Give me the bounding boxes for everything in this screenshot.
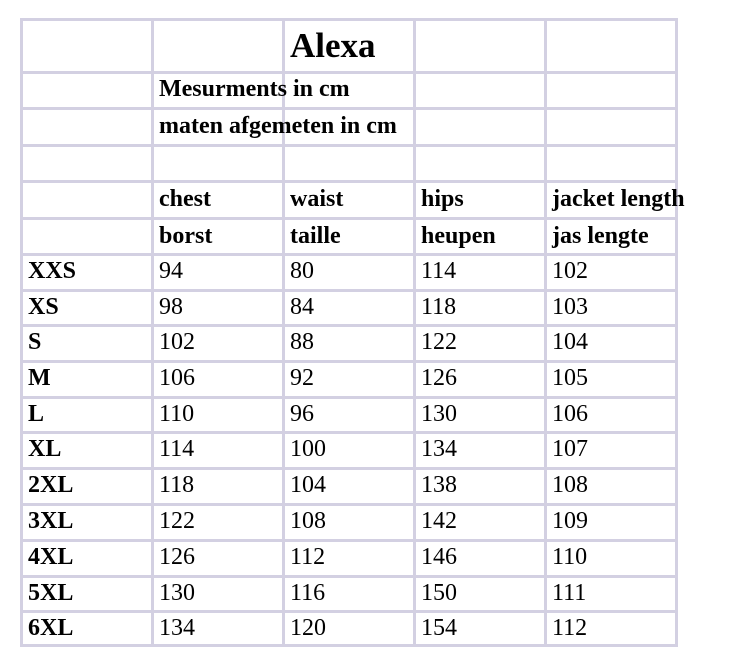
- hips-value: 154: [421, 615, 457, 641]
- chest-value: 114: [159, 436, 195, 462]
- column-header-waist-nl: taille: [290, 223, 341, 249]
- waist-value: 92: [290, 365, 314, 391]
- grid-line: [20, 539, 678, 542]
- chest-value: 110: [159, 401, 195, 427]
- grid-line: [20, 431, 678, 434]
- chest-value: 102: [159, 329, 195, 355]
- grid-line: [20, 217, 678, 220]
- waist-value: 100: [290, 436, 326, 462]
- hips-value: 142: [421, 508, 457, 534]
- size-label: S: [28, 329, 42, 355]
- chest-value: 126: [159, 544, 195, 570]
- hips-value: 150: [421, 580, 457, 606]
- jacket-length-value: 110: [552, 544, 588, 570]
- grid-line: [20, 18, 678, 21]
- table-title: Alexa: [290, 26, 376, 65]
- waist-value: 108: [290, 508, 326, 534]
- size-label: M: [28, 365, 51, 391]
- grid-line: [20, 71, 678, 74]
- grid-line: [20, 610, 678, 613]
- jacket-length-value: 106: [552, 401, 588, 427]
- chest-value: 94: [159, 258, 183, 284]
- hips-value: 114: [421, 258, 457, 284]
- chest-value: 98: [159, 294, 183, 320]
- waist-value: 88: [290, 329, 314, 355]
- waist-value: 116: [290, 580, 326, 606]
- measurement-note-en: Mesurments in cm: [159, 76, 350, 102]
- hips-value: 146: [421, 544, 457, 570]
- grid-line: [20, 289, 678, 292]
- hips-value: 138: [421, 472, 457, 498]
- column-header-hips-nl: heupen: [421, 223, 496, 249]
- waist-value: 120: [290, 615, 326, 641]
- chest-value: 106: [159, 365, 195, 391]
- column-header-jacket-length: jacket length: [552, 186, 685, 212]
- size-label: XS: [28, 294, 59, 320]
- grid-line: [20, 503, 678, 506]
- hips-value: 122: [421, 329, 457, 355]
- size-label: 5XL: [28, 580, 74, 606]
- grid-line: [544, 18, 547, 647]
- grid-line: [20, 360, 678, 363]
- grid-line: [20, 396, 678, 399]
- jacket-length-value: 105: [552, 365, 588, 391]
- size-label: 4XL: [28, 544, 74, 570]
- grid-line: [413, 18, 416, 647]
- chest-value: 134: [159, 615, 195, 641]
- column-header-waist: waist: [290, 186, 344, 212]
- jacket-length-value: 108: [552, 472, 588, 498]
- hips-value: 134: [421, 436, 457, 462]
- size-label: XXS: [28, 258, 77, 284]
- chest-value: 130: [159, 580, 195, 606]
- column-header-chest-nl: borst: [159, 223, 213, 249]
- hips-value: 130: [421, 401, 457, 427]
- waist-value: 104: [290, 472, 326, 498]
- size-label: XL: [28, 436, 62, 462]
- grid-line: [20, 107, 678, 110]
- jacket-length-value: 112: [552, 615, 588, 641]
- waist-value: 112: [290, 544, 326, 570]
- column-header-jacket-length-nl: jas lengte: [552, 223, 649, 249]
- grid-line: [20, 575, 678, 578]
- waist-value: 84: [290, 294, 314, 320]
- jacket-length-value: 102: [552, 258, 588, 284]
- jacket-length-value: 103: [552, 294, 588, 320]
- waist-value: 80: [290, 258, 314, 284]
- size-label: 6XL: [28, 615, 74, 641]
- grid-line: [20, 324, 678, 327]
- jacket-length-value: 104: [552, 329, 588, 355]
- column-header-chest: chest: [159, 186, 211, 212]
- jacket-length-value: 111: [552, 580, 587, 606]
- size-label: 2XL: [28, 472, 74, 498]
- size-label: 3XL: [28, 508, 74, 534]
- size-label: L: [28, 401, 45, 427]
- grid-line: [20, 467, 678, 470]
- hips-value: 118: [421, 294, 457, 320]
- grid-line: [20, 180, 678, 183]
- grid-line: [20, 644, 678, 647]
- column-header-hips: hips: [421, 186, 464, 212]
- hips-value: 126: [421, 365, 457, 391]
- grid-line: [20, 253, 678, 256]
- grid-line: [675, 18, 678, 647]
- jacket-length-value: 109: [552, 508, 588, 534]
- measurement-note-nl: maten afgemeten in cm: [159, 113, 397, 139]
- waist-value: 96: [290, 401, 314, 427]
- grid-line: [151, 18, 154, 647]
- chest-value: 122: [159, 508, 195, 534]
- grid-line: [20, 18, 23, 647]
- grid-line: [20, 144, 678, 147]
- jacket-length-value: 107: [552, 436, 588, 462]
- chest-value: 118: [159, 472, 195, 498]
